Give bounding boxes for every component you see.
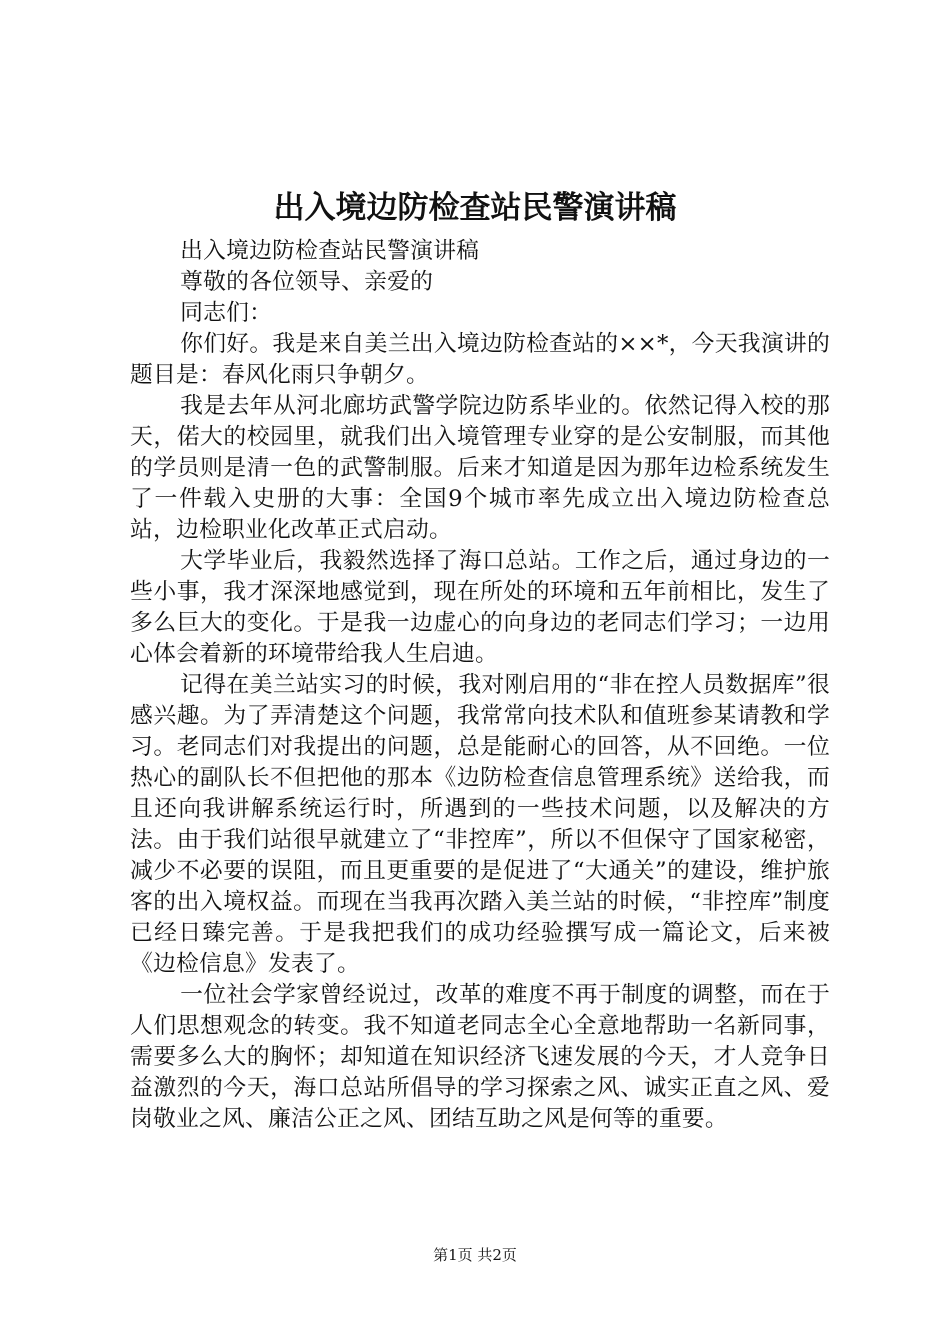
paragraph-reform: 一位社会学家曾经说过，改革的难度不再于制度的调整，而在于人们思想观念的转变。我不知道老同志全心全意地帮助一名新同事，需要多么大的胸怀；却知道在知识经济飞速发展的今天，才人竞争日益激烈的今天，海口总站所倡导的学习探索之风、诚实正直之风、爱岗敬业之风、廉洁公正之风、团结互助之风是何等的重要。 xyxy=(130,982,830,1132)
paragraph-salutation-cont: 同志们： xyxy=(180,300,273,326)
paragraph-background: 我是去年从河北廊坊武警学院边防系毕业的。依然记得入校的那天，偌大的校园里，就我们出入境管理专业穿的是公安制服，而其他的学员则是清一色的武警制服。后来才知道是因为那年边检系统发生了一件载入史册的大事：全国9个城市率先成立出入境边防检查总站，边检职业化改革正式启动。 xyxy=(130,393,830,543)
paragraph-internship: 记得在美兰站实习的时候，我对刚启用的“非在控人员数据库”很感兴趣。为了弄清楚这个问题，我常常向技术队和值班参某请教和学习。老同志们对我提出的问题，总是能耐心的回答，从不回绝。一位热心的副队长不但把他的那本《边防检查信息管理系统》送给我，而且还向我讲解系统运行时，所遇到的一些技术问题，以及解决的方法。由于我们站很早就建立了“非控库”，所以不但保守了国家秘密，减少不必要的误阻，而且更重要的是促进了“大通关”的建设，维护旅客的出入境权益。而现在当我再次踏入美兰站的时候，“非控库”制度已经日臻完善。于是我把我们的成功经验撰写成一篇论文，后来被《边检信息》发表了。 xyxy=(130,672,830,977)
document-title: 出入境边防检查站民警演讲稿 xyxy=(273,190,677,226)
paragraph-graduation: 大学毕业后，我毅然选择了海口总站。工作之后，通过身边的一些小事，我才深深地感觉到，现在所处的环境和五年前相比，发生了多么巨大的变化。于是我一边虚心的向身边的老同志们学习；一边用心体会着新的环境带给我人生启迪。 xyxy=(130,548,830,667)
paragraph-heading: 出入境边防检查站民警演讲稿 xyxy=(180,238,480,264)
paragraph-greeting: 你们好。我是来自美兰出入境边防检查站的××*，今天我演讲的题目是：春风化雨只争朝夕。 xyxy=(130,331,830,388)
page-footer: 第1页 共2页 xyxy=(433,1246,517,1264)
paragraph-salutation: 尊敬的各位领导、亲爱的 xyxy=(180,269,434,295)
document-body xyxy=(130,236,830,1135)
